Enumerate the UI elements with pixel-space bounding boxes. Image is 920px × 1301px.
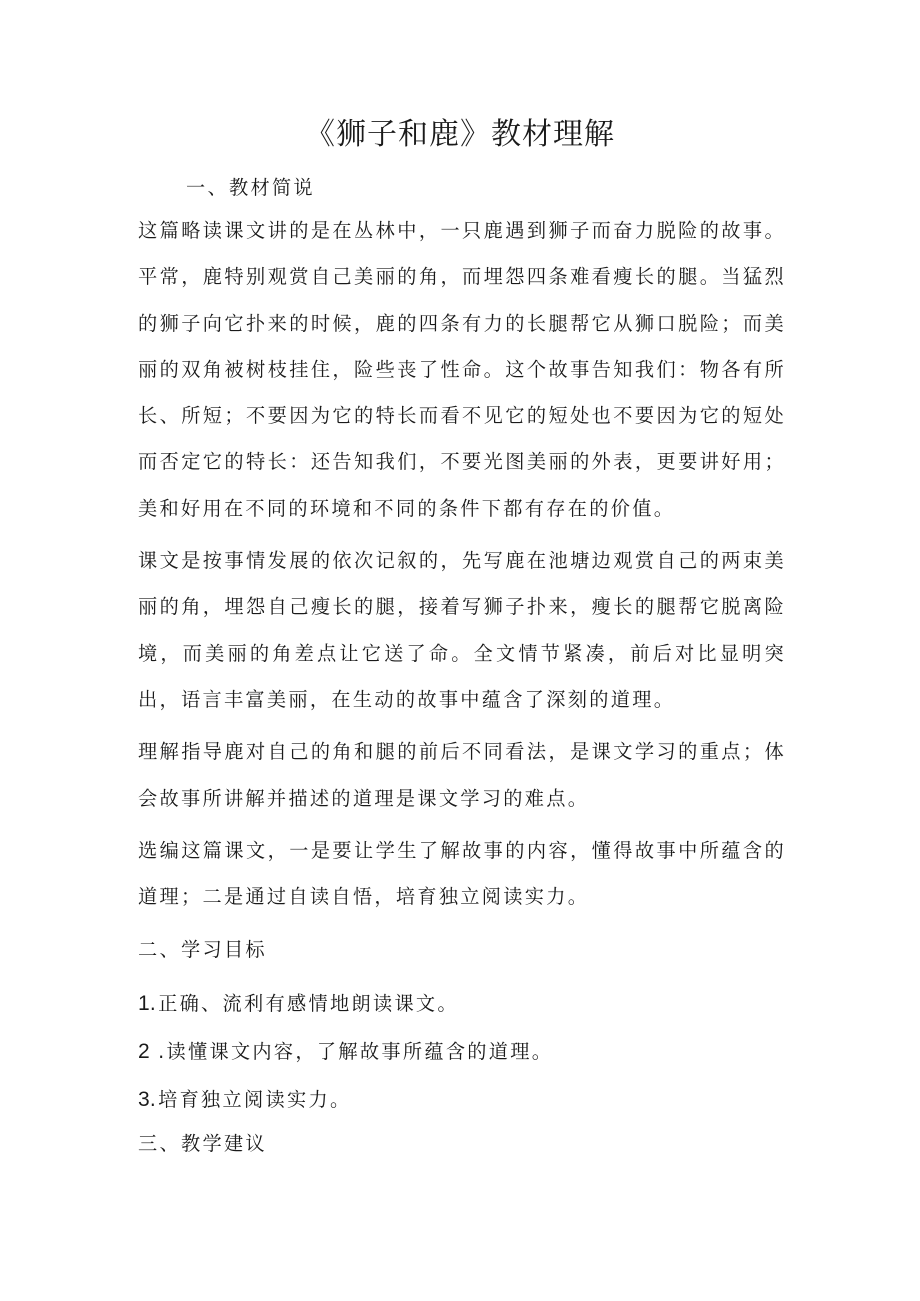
goal-text: .读懂课文内容，了解故事所蕴含的道理。 [149, 1040, 554, 1064]
section-heading-textbook-overview: 一、教材简说 [186, 176, 315, 199]
goal-number: 1 [138, 992, 150, 1016]
paragraph-story-summary: 这篇略读课文讲的是在丛林中，一只鹿遇到狮子而奋力脱险的故事。平常，鹿特别观赏自己美丽的角，而埋怨四条难看瘦长的腿。当猛烈的狮子向它扑来的时候，鹿的四条有力的长腿帮它从狮口脱险；而美丽的双角被树枝挂住，险些丧了性命。这个故事告知我们：物各有所长、所短；不要因为它的特长而看不见它的短处也不要因为它的短处而否定它的特长：还告知我们，不要光图美丽的外表，更要讲好用；美和好用在不同的环境和不同的条件下都有存在的价值。 [138, 219, 786, 520]
goal-text: .培育独立阅读实力。 [149, 1088, 352, 1112]
document-title: 《狮子和鹿》教材理解 [305, 117, 615, 152]
goal-number: 3 [138, 1088, 150, 1112]
learning-goal-item [138, 980, 786, 1028]
learning-goal-item [138, 1028, 786, 1076]
paragraph-selection-purpose: 选编这篇课文，一是要让学生了解故事的内容，懂得故事中所蕴含的道理；二是通过自读自悟，培育独立阅读实力。 [138, 838, 786, 909]
goal-number: 2 [138, 1040, 150, 1064]
document-body [138, 168, 786, 1164]
paragraph-key-points: 理解指导鹿对自己的角和腿的前后不同看法，是课文学习的重点；体会故事所讲解并描述的道理是课文学习的难点。 [138, 740, 786, 810]
learning-goal-item [138, 1076, 786, 1124]
goal-text: .正确、流利有感情地朗读课文。 [149, 992, 459, 1016]
paragraph-text-structure: 课文是按事情发展的依次记叙的，先写鹿在池塘边观赏自己的两束美丽的角，埋怨自己瘦长的腿，接着写狮子扑来，瘦长的腿帮它脱离险境，而美丽的角差点让它送了命。全文情节紧凑，前后对比显明突出，语言丰富美丽，在生动的故事中蕴含了深刻的道理。 [138, 549, 786, 711]
section-heading-learning-goals: 二、学习目标 [138, 938, 267, 962]
section-heading-teaching-suggestions: 三、教学建议 [138, 1132, 267, 1156]
